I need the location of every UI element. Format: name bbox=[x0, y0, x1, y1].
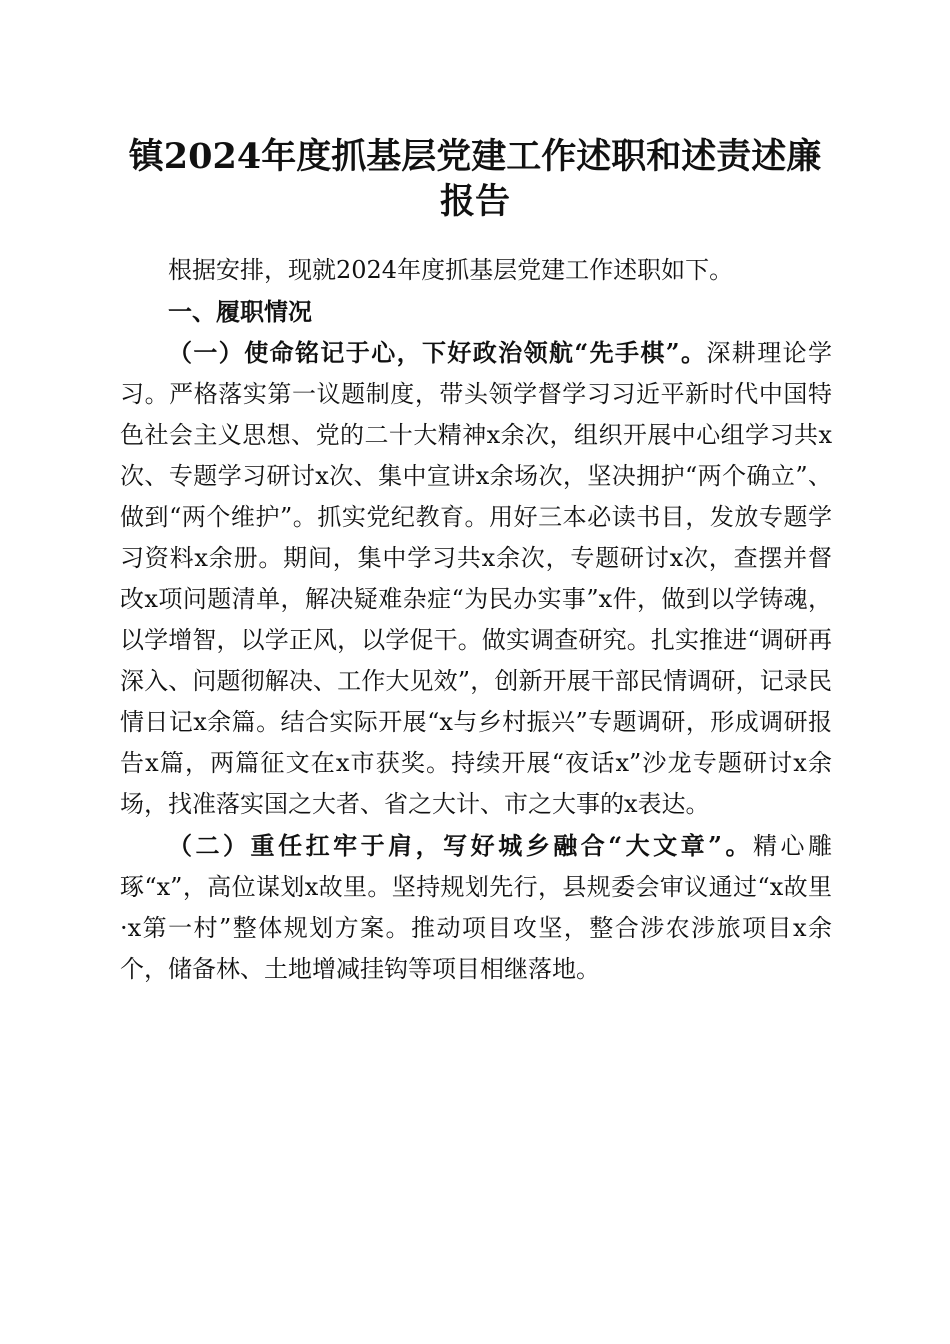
section-heading: 一、履职情况 bbox=[168, 297, 312, 326]
subsection-2-body: 精心雕琢“x”，高位谋划x故里。坚持规划先行，县规委会审议通过“x故里·x第一村”整体规划方案。推动项目攻坚，整合涉农涉旅项目x余个，储备林、土地增减挂钩等项目相继落地。 bbox=[120, 832, 833, 983]
subsection-2-heading: （二）重任扛牢于肩，写好城乡融合“大文章”。 bbox=[168, 831, 753, 860]
subsection-1-body: 深耕理论学习。严格落实第一议题制度，带头领学督学习习近平新时代中国特色社会主义思想、党的二十大精神x余次，组织开展中心组学习共x次、专题学习研讨x次、集中宣讲x余场次，坚决拥护“两个确立”、做到“两个维护”。抓实党纪教育。用好三本必读书目，发放专题学习资料x余册。期间，集中学习共x余次，专题研讨x次，查摆并督改x项问题清单，解决疑难杂症“为民办实事”x件，做到以学铸魂，以学增智，以学正风，以学促干。做实调查研究。扎实推进“调研再深入、问题彻解决、工作大见效”，创新开展干部民情调研，记录民情日记x余篇。结合实际开展“x与乡村振兴”专题调研，形成调研报告x篇，两篇征文在x市获奖。持续开展“夜话x”沙龙专题研讨x余场，找准落实国之大者、省之大计、市之大事的x表达。 bbox=[120, 339, 833, 818]
title-line-1: 镇2024年度抓基层党建工作述职和述责述廉 bbox=[128, 136, 822, 177]
document-title bbox=[100, 134, 850, 224]
intro-paragraph: 根据安排，现就2024年度抓基层党建工作述职如下。 bbox=[168, 256, 734, 284]
subsection-1-heading: （一）使命铭记于心，下好政治领航“先手棋”。 bbox=[168, 338, 707, 367]
title-line-2: 报告 bbox=[439, 181, 510, 222]
subsection-2-paragraph bbox=[120, 825, 832, 990]
subsection-1-paragraph bbox=[120, 332, 832, 825]
document-body bbox=[120, 250, 832, 990]
